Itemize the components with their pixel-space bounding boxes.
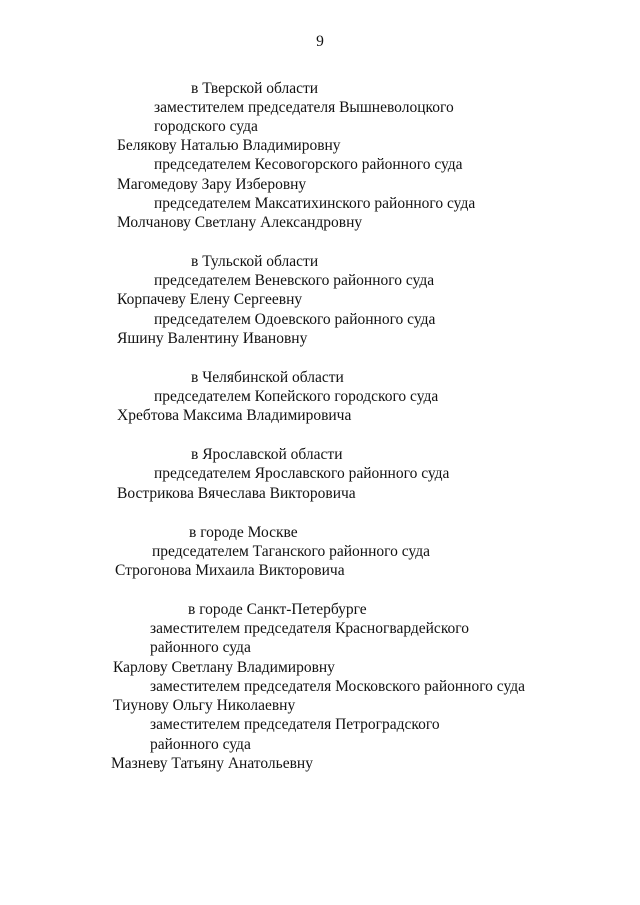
region-heading-yaroslavl: в Ярославской области xyxy=(191,446,343,463)
person-name: Белякову Наталью Владимировну xyxy=(117,137,341,154)
person-name: Вострикова Вячеслава Викторовича xyxy=(117,485,356,502)
position-line: председателем Максатихинского районного суда xyxy=(154,195,476,212)
region-heading-spb: в городе Санкт-Петербурге xyxy=(188,601,367,618)
position-line: заместителем председателя Вышневолоцкого xyxy=(154,99,454,116)
page-number: 9 xyxy=(316,33,324,50)
person-name: Хребтова Максима Владимировича xyxy=(117,407,352,424)
person-name: Тиунову Ольгу Николаевну xyxy=(113,697,296,714)
position-line: председателем Кесовогорского районного суда xyxy=(154,156,463,173)
region-heading-moscow: в городе Москве xyxy=(189,524,298,541)
position-line: районного суда xyxy=(150,639,251,656)
region-heading-tver: в Тверской области xyxy=(191,80,319,97)
position-line: районного суда xyxy=(150,736,251,753)
person-name: Карлову Светлану Владимировну xyxy=(113,659,335,676)
person-name: Яшину Валентину Ивановну xyxy=(117,330,308,347)
position-line: председателем Ярославского районного суда xyxy=(154,465,450,482)
position-line: заместителем председателя Московского районного суда xyxy=(150,678,526,695)
position-line: председателем Одоевского районного суда xyxy=(154,311,436,328)
position-line: городского суда xyxy=(154,118,258,135)
person-name: Корпачеву Елену Сергеевну xyxy=(117,291,303,308)
region-heading-tula: в Тульской области xyxy=(191,253,319,270)
position-line: председателем Копейского городского суда xyxy=(154,388,439,405)
person-name: Мазневу Татьяну Анатольевну xyxy=(111,755,313,772)
position-line: заместителем председателя Красногвардейского xyxy=(150,620,470,637)
position-line: председателем Таганского районного суда xyxy=(152,543,430,560)
person-name: Молчанову Светлану Александровну xyxy=(117,214,363,231)
region-heading-chelyabinsk: в Челябинской области xyxy=(191,369,344,386)
position-line: председателем Веневского районного суда xyxy=(154,272,435,289)
position-line: заместителем председателя Петроградского xyxy=(150,716,440,733)
person-name: Строгонова Михаила Викторовича xyxy=(115,562,345,579)
person-name: Магомедову Зару Изберовну xyxy=(117,176,307,193)
